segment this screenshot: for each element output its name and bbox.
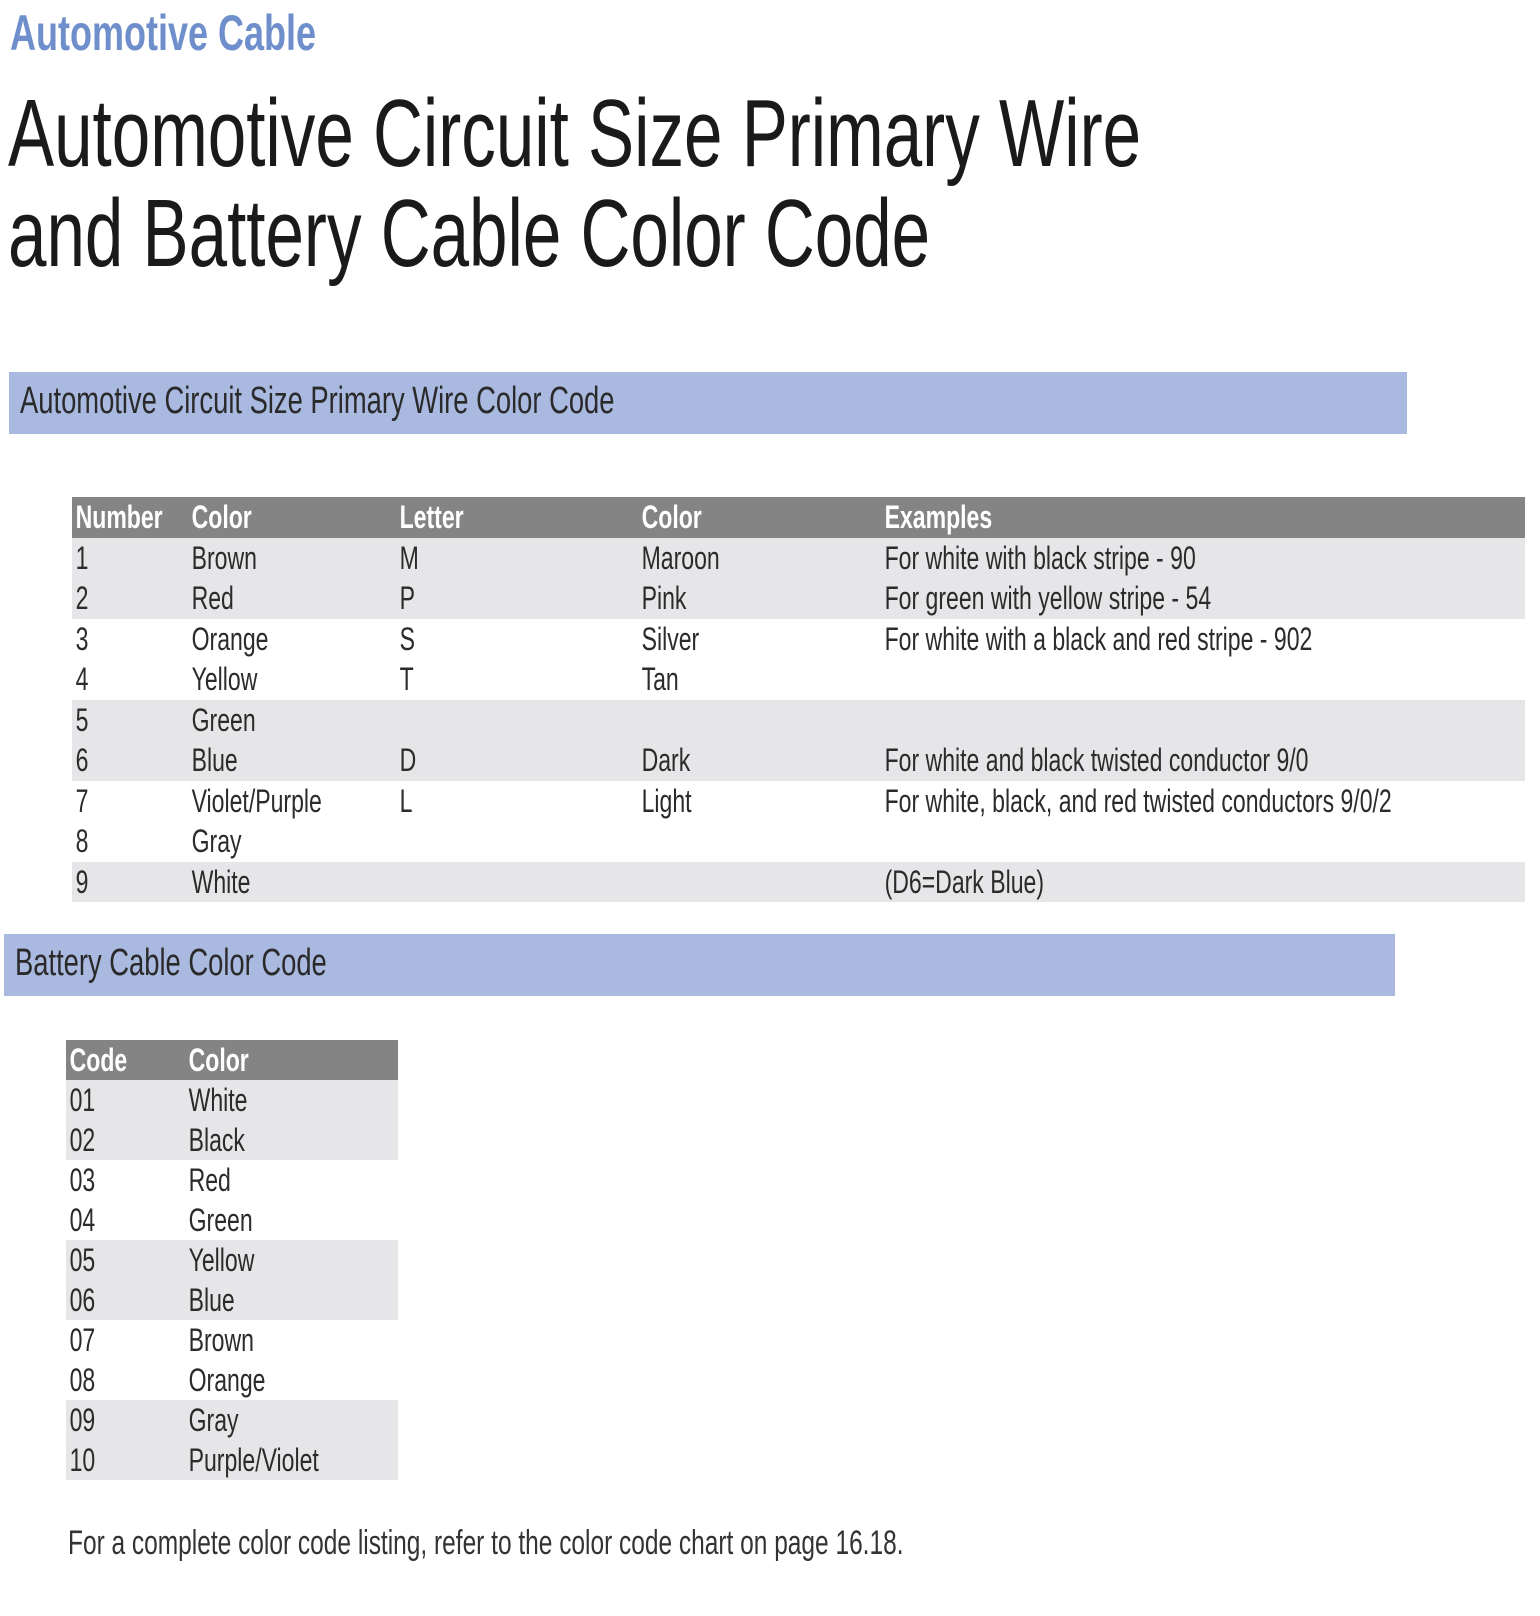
table-cell [396, 821, 638, 862]
table-cell: 8 [75, 823, 89, 859]
table-cell: (D6=Dark Blue) [881, 862, 1525, 903]
primary-wire-color-table [72, 497, 1525, 902]
table-cell: Red [188, 1162, 231, 1198]
table-header-row [72, 497, 1525, 538]
table-header-row [66, 1040, 398, 1080]
table-row [66, 1440, 398, 1480]
table-cell: Maroon [638, 538, 881, 579]
table-row [72, 659, 1525, 700]
table-cell [396, 700, 638, 741]
table-cell: Violet/Purple [191, 782, 322, 819]
table-cell: Tan [641, 661, 679, 697]
table-row [72, 700, 1525, 741]
table-cell: For white with a black and red stripe - 902 [884, 620, 1313, 657]
table-row [66, 1320, 398, 1360]
table-cell: Silver [641, 620, 700, 657]
table-cell: 7 [75, 782, 89, 819]
table-cell: Brown [188, 1322, 254, 1358]
table-cell: Green [188, 700, 396, 741]
table-cell: 03 [69, 1162, 96, 1198]
column-header-letter: Letter [396, 497, 638, 538]
table-cell: Purple/Violet [185, 1440, 398, 1480]
table-cell: Light [641, 782, 692, 819]
section-heading-battery-cable: Battery Cable Color Code [15, 942, 327, 984]
section-heading-primary-wire: Automotive Circuit Size Primary Wire Color Code [20, 380, 615, 422]
table-cell: 10 [66, 1440, 185, 1480]
table-cell: 01 [66, 1080, 185, 1120]
table-cell: Pink [638, 578, 881, 619]
column-header-number: Number [72, 497, 188, 538]
table-cell: 5 [72, 700, 188, 741]
table-cell: 1 [72, 538, 188, 579]
table-row [66, 1160, 398, 1200]
table-cell [638, 862, 881, 903]
table-row [66, 1400, 398, 1440]
table-cell: For white, black, and red twisted conductors 9/0/2 [884, 782, 1392, 819]
table-cell: S [399, 620, 415, 657]
column-header-examples: Examples [881, 497, 1525, 538]
table-row [66, 1080, 398, 1120]
table-cell [396, 862, 638, 903]
table-row [66, 1240, 398, 1280]
table-row [72, 781, 1525, 822]
table-row [72, 538, 1525, 579]
column-header-color: Color [185, 1040, 398, 1080]
table-cell: For white with black stripe - 90 [881, 538, 1525, 579]
table-cell: D [396, 740, 638, 781]
table-row [72, 578, 1525, 619]
table-cell: For green with yellow stripe - 54 [881, 578, 1525, 619]
table-cell [881, 700, 1525, 741]
table-row [66, 1120, 398, 1160]
table-cell: Yellow [191, 661, 258, 697]
column-header-letter-color: Color [638, 497, 881, 538]
table-cell: P [396, 578, 638, 619]
table-cell: 07 [69, 1322, 96, 1358]
table-cell: Brown [188, 538, 396, 579]
table-cell [638, 821, 881, 862]
table-cell: Gray [185, 1400, 398, 1440]
column-header-color: Color [188, 497, 396, 538]
table-row [66, 1200, 398, 1240]
table-row [72, 619, 1525, 660]
table-cell: 3 [75, 620, 89, 657]
section-banner-primary-wire [9, 372, 1407, 434]
section-banner-battery-cable [4, 934, 1395, 996]
table-cell: Gray [191, 823, 242, 859]
table-row [72, 740, 1525, 781]
table-cell: Black [185, 1120, 398, 1160]
table-cell [881, 659, 1525, 700]
table-row [66, 1360, 398, 1400]
table-cell: 4 [75, 661, 89, 697]
footnote: For a complete color code listing, refer to the color code chart on page 16.18. [68, 1524, 904, 1562]
table-cell: M [396, 538, 638, 579]
table-cell: T [399, 661, 414, 697]
table-cell: 06 [66, 1280, 185, 1320]
table-cell [638, 700, 881, 741]
title-line-2: and Battery Cable Color Code [8, 180, 931, 287]
table-cell: 08 [69, 1362, 96, 1398]
table-cell: Dark [638, 740, 881, 781]
column-header-code: Code [66, 1040, 185, 1080]
table-cell: 02 [66, 1120, 185, 1160]
title-line-1: Automotive Circuit Size Primary Wire [8, 80, 1142, 187]
category-label: Automotive Cable [10, 5, 317, 61]
table-cell: L [399, 782, 413, 819]
table-cell: Red [188, 578, 396, 619]
table-cell: 9 [72, 862, 188, 903]
battery-cable-color-table [66, 1040, 398, 1480]
table-cell: Green [188, 1202, 253, 1238]
table-cell: White [188, 862, 396, 903]
table-cell: 04 [69, 1202, 96, 1238]
page-title [8, 80, 1142, 287]
table-cell: Orange [191, 620, 269, 657]
table-cell: 6 [72, 740, 188, 781]
table-cell [881, 821, 1525, 862]
table-cell: For white and black twisted conductor 9/0 [881, 740, 1525, 781]
table-row [66, 1280, 398, 1320]
table-cell: 09 [66, 1400, 185, 1440]
table-cell: White [185, 1080, 398, 1120]
table-cell: 2 [72, 578, 188, 619]
table-row [72, 862, 1525, 903]
table-cell: Blue [185, 1280, 398, 1320]
table-cell: Yellow [185, 1240, 398, 1280]
table-cell: Blue [188, 740, 396, 781]
table-row [72, 821, 1525, 862]
table-cell: 05 [66, 1240, 185, 1280]
table-cell: Orange [188, 1362, 266, 1398]
